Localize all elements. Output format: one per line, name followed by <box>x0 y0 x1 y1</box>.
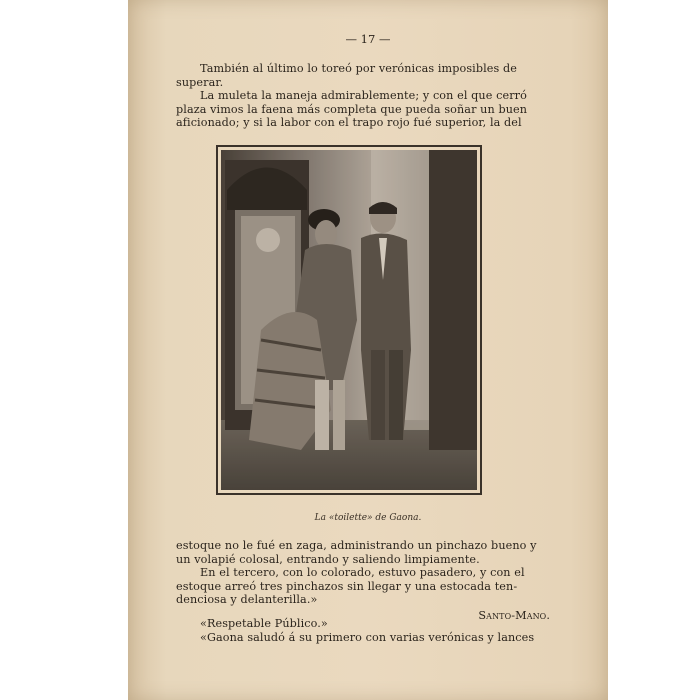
text-line: aficionado; y si la labor con el trapo rojo fué superior, la del <box>176 116 522 130</box>
text-line: un volapié colosal, entrando y saliendo limpiamente. <box>176 552 480 566</box>
text-line: plaza vimos la faena más completa que pueda soñar un buen <box>176 102 528 116</box>
text-line: La muleta la maneja admirablemente; y con el que cerró <box>200 89 527 103</box>
paragraph-bottom <box>176 539 568 623</box>
author-signature: Santo-Mano. <box>478 608 550 622</box>
photo-illustration <box>221 150 477 490</box>
text-line: superar. <box>176 75 224 89</box>
photo-caption: La «toilette» de Gaona. <box>314 513 422 523</box>
page-number: — 17 — <box>345 32 391 46</box>
text-line: denciosa y delanterilla.» <box>176 593 318 607</box>
text-line: También al último lo toreó por verónicas imposibles de <box>200 62 517 75</box>
book-page <box>128 0 608 700</box>
text-line: «Gaona saludó á su primero con varias verónicas y lances <box>200 630 535 644</box>
text-line: «Respetable Público.» <box>200 617 328 630</box>
text-line: estoque no le fué en zaga, administrando un pinchazo bueno y <box>176 539 537 552</box>
text-line: En el tercero, con lo colorado, estuvo pasadero, y con el <box>200 566 525 580</box>
paragraph-top <box>176 62 568 130</box>
text-line: estoque arreó tres pinchazos sin llegar y una estocada ten- <box>176 579 518 593</box>
photograph <box>216 145 482 495</box>
paragraph-end <box>176 617 568 644</box>
